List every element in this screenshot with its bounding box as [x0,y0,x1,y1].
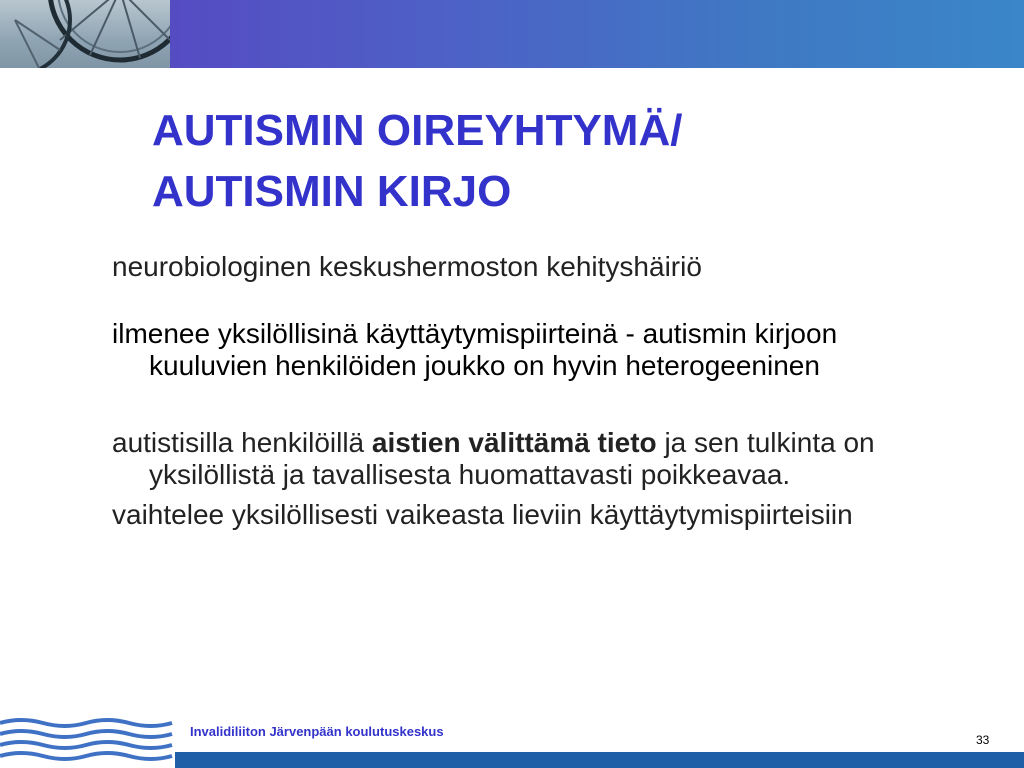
bullet-sensory-pre: autistisilla henkilöillä [112,427,372,458]
title-line-2: AUTISMIN KIRJO [152,167,512,216]
wave-lines-logo-icon [0,717,175,768]
slide-title [152,100,932,222]
footer-bar [175,752,1024,768]
bullet-sensory-bold: aistien välittämä tieto [371,427,657,458]
bullet-sensory-information [112,427,932,491]
bullet-list [112,251,932,531]
bullet-individual-traits: ilmenee yksilöllisinä käyttäytymispiirteinä - autismin kirjoon kuuluvien henkilöiden joukko on hyvin heterogeeninen [112,318,838,381]
page-number: 33 [976,733,990,747]
bullet-variation: vaihtelee yksilöllisesti vaikeasta lieviin käyttäytymispiirteisiin [112,499,853,530]
title-line-1: AUTISMIN OIREYHTYMÄ/ [152,106,683,155]
bullet-sensory-post: ja sen tulkinta on yksilöllistä ja tavallisesta huomattavasti poikkeavaa. [149,427,875,490]
wheelchair-wheel-icon [0,0,170,68]
footer-organization: Invalidiliiton Järvenpään koulutuskeskus [190,724,444,739]
bullet-neurobiological: neurobiologinen keskushermoston kehityshäiriö [112,251,702,282]
